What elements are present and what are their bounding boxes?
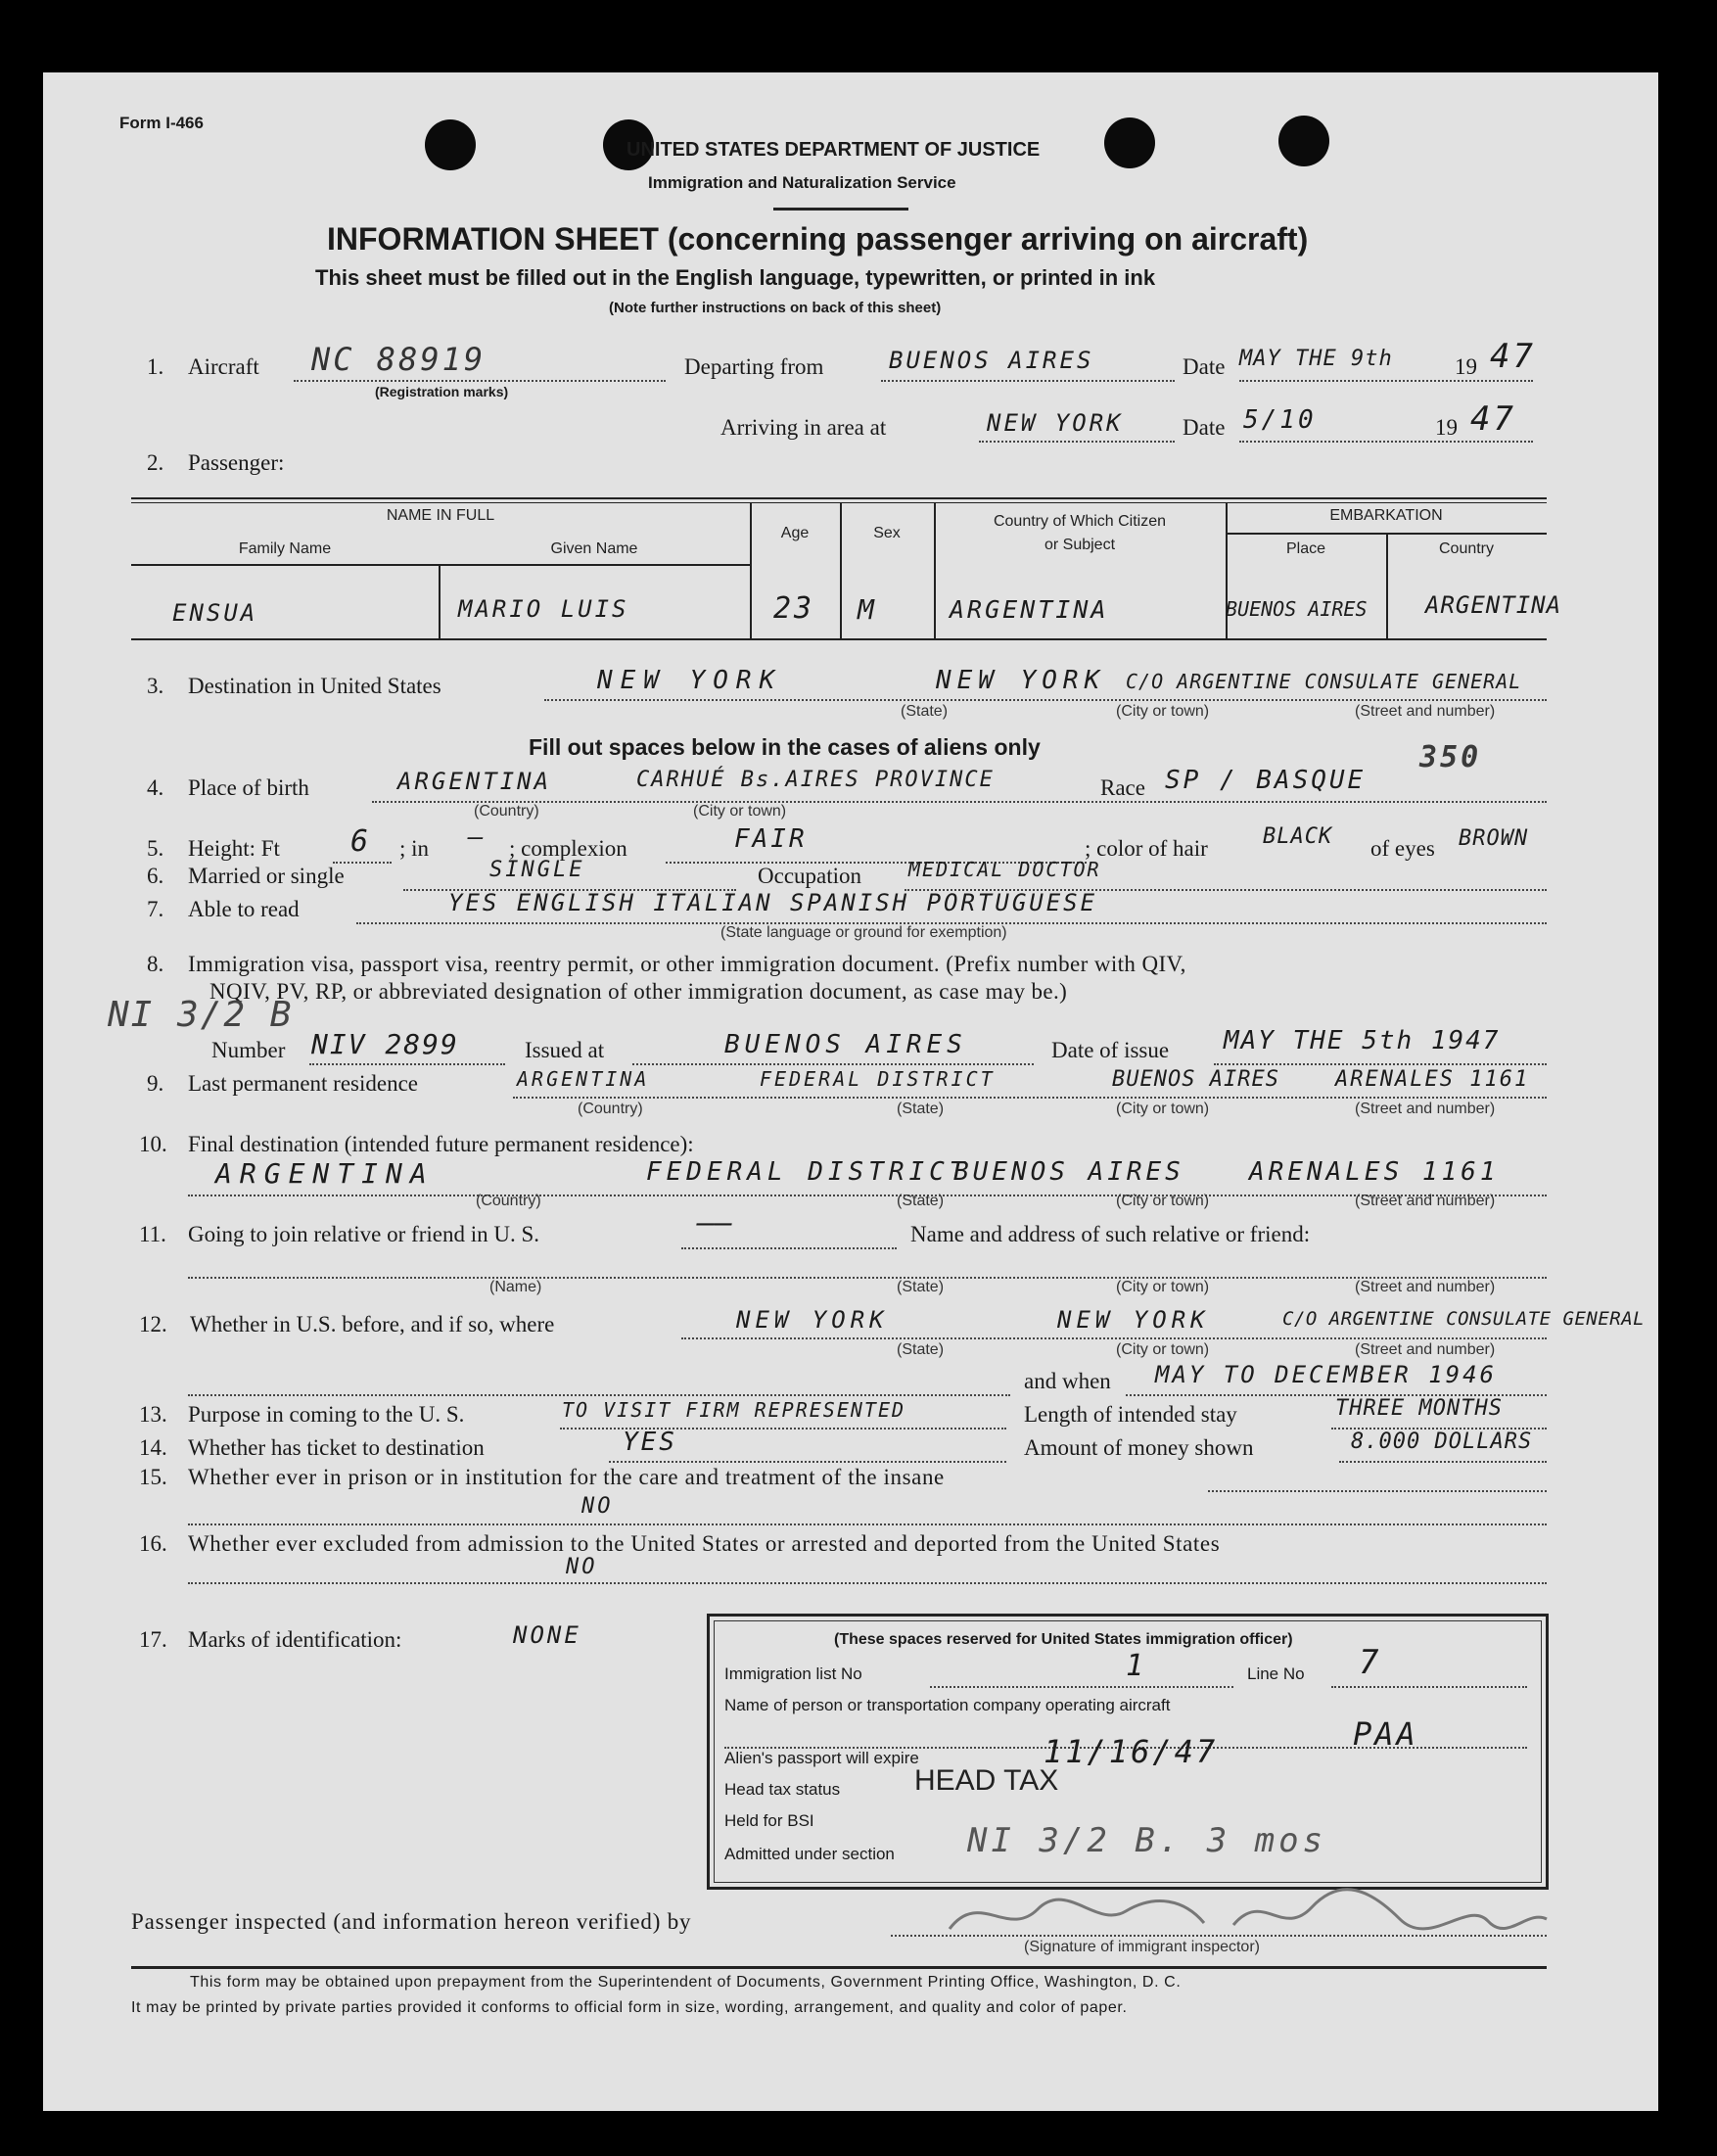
embarkation-header: EMBARKATION [1329, 507, 1443, 524]
marital-status-value: SINGLE [489, 858, 585, 882]
country-caption: (Country) [476, 1193, 541, 1209]
immigration-doc-instructions: Immigration visa, passport visa, reentry permit, or other immigration document. (Prefix number with QIV, [188, 952, 1186, 976]
admitted-under-label: Admitted under section [724, 1845, 895, 1863]
previous-visit-street-value: C/O ARGENTINE CONSULATE GENERAL [1282, 1308, 1646, 1330]
when-label: and when [1024, 1369, 1111, 1393]
item-number: 12. [139, 1312, 167, 1336]
eyes-value: BROWN [1459, 826, 1529, 851]
page-title: INFORMATION SHEET (concerning passenger arriving on aircraft) [327, 221, 1309, 257]
country-citizen-header: Country of Which Citizen [993, 513, 1167, 530]
departing-value: BUENOS AIRES [889, 347, 1094, 374]
ticket-label: Whether has ticket to destination [188, 1435, 485, 1460]
header-rule [773, 208, 908, 211]
doc-number-label: Number [211, 1038, 286, 1062]
state-caption: (State) [897, 1279, 945, 1295]
destination-street-value: C/O ARGENTINE CONSULATE GENERAL [1126, 670, 1522, 693]
final-destination-country-value: ARGENTINA [215, 1157, 435, 1190]
purpose-label: Purpose in coming to the U. S. [188, 1402, 465, 1427]
operator-value: PAA [1353, 1715, 1418, 1753]
departure-date-value: MAY THE 9th [1239, 347, 1393, 371]
head-tax-label: Head tax status [724, 1780, 841, 1799]
city-caption: (City or town) [1116, 1101, 1210, 1117]
date-label: Date [1183, 415, 1226, 440]
service-name: Immigration and Naturalization Service [648, 173, 956, 192]
head-tax-stamp: HEAD TAX [914, 1764, 1059, 1797]
embarkation-place-value: BUENOS AIRES [1226, 597, 1368, 621]
country-caption: (Country) [474, 803, 539, 820]
immigration-list-value: 1 [1126, 1649, 1147, 1683]
name-caption: (Name) [489, 1279, 542, 1295]
able-to-read-label: Able to read [188, 897, 300, 921]
embarkation-country-value: ARGENTINA [1425, 591, 1562, 619]
item-number: 6. [147, 864, 164, 888]
arriving-value: NEW YORK [987, 409, 1124, 437]
issued-at-label: Issued at [525, 1038, 605, 1062]
height-label: Height: Ft [188, 836, 280, 861]
item-number: 5. [147, 836, 164, 861]
previous-us-visit-label: Whether in U.S. before, and if so, where [190, 1312, 555, 1336]
passenger-label: Passenger: [188, 450, 285, 475]
final-destination-street-value: ARENALES 1161 [1249, 1157, 1500, 1187]
date-label: Date [1183, 354, 1226, 379]
city-caption: (City or town) [1116, 703, 1210, 720]
item-number: 8. [147, 952, 164, 976]
last-residence-state-value: FEDERAL DISTRICT [760, 1067, 996, 1091]
year-prefix: 19 [1435, 415, 1458, 440]
last-residence-street-value: ARENALES 1161 [1335, 1067, 1530, 1092]
state-caption: (State) [897, 1101, 945, 1117]
passport-expiry-label: Alien's passport will expire [724, 1749, 919, 1767]
country-header: Country [1438, 540, 1495, 557]
street-caption: (Street and number) [1355, 1279, 1496, 1295]
occupation-label: Occupation [758, 864, 862, 888]
date-of-issue-label: Date of issue [1051, 1038, 1170, 1062]
aircraft-registration-value: NC 88919 [311, 341, 487, 378]
immigration-doc-instructions-cont: NQIV, PV, RP, or abbreviated designation of other immigration document, as case may be.) [209, 979, 1068, 1004]
inches-label: ; in [399, 836, 430, 861]
identification-marks-value: NONE [513, 1621, 581, 1649]
marital-status-label: Married or single [188, 864, 345, 888]
item-number: 3. [147, 674, 164, 698]
excluded-deported-value: NO [566, 1555, 598, 1579]
year-prefix: 19 [1455, 354, 1477, 379]
age-value: 23 [773, 591, 815, 626]
final-destination-label: Final destination (intended future permanent residence): [188, 1132, 694, 1156]
sex-value: M [858, 593, 877, 626]
ticket-value: YES [623, 1428, 677, 1457]
street-caption: (Street and number) [1355, 1341, 1496, 1358]
money-label: Amount of money shown [1024, 1435, 1254, 1460]
item-number: 7. [147, 897, 164, 921]
destination-city-value: NEW YORK [936, 666, 1106, 695]
complexion-label: ; complexion [509, 836, 627, 861]
place-header: Place [1285, 540, 1326, 557]
subtitle: This sheet must be filled out in the English language, typewritten, or printed in ink [315, 265, 1156, 290]
eyes-label: of eyes [1370, 836, 1435, 861]
instructions-note: (Note further instructions on back of this sheet) [609, 300, 942, 316]
previous-visit-city-value: NEW YORK [1057, 1306, 1210, 1334]
item-number: 15. [139, 1465, 167, 1489]
arrival-year-value: 47 [1470, 399, 1516, 439]
item-number: 9. [147, 1071, 164, 1096]
final-destination-state-value: FEDERAL DISTRICT [646, 1157, 970, 1187]
immigration-list-label: Immigration list No [724, 1664, 862, 1683]
street-caption: (Street and number) [1355, 1101, 1496, 1117]
race-value: SP / BASQUE [1165, 766, 1367, 795]
final-destination-city-value: BUENOS AIRES [953, 1157, 1184, 1187]
excluded-deported-label: Whether ever excluded from admission to the United States or arrested and deported from the United States [188, 1531, 1221, 1556]
departing-label: Departing from [684, 354, 824, 379]
registration-caption: (Registration marks) [375, 384, 509, 399]
punch-hole [1104, 117, 1155, 168]
complexion-value: FAIR [734, 824, 808, 854]
previous-visit-when-value: MAY TO DECEMBER 1946 [1155, 1361, 1497, 1388]
language-caption: (State language or ground for exemption) [720, 924, 1007, 941]
citizen-value: ARGENTINA [950, 595, 1109, 624]
line-number-label: Line No [1247, 1664, 1305, 1683]
last-residence-label: Last permanent residence [188, 1071, 418, 1096]
item-number: 13. [139, 1402, 167, 1427]
footer-line-2: It may be printed by private parties provided it conforms to official form in size, wording, arrangement, and quality and color of paper. [131, 1999, 1128, 2016]
item-number: 16. [139, 1531, 167, 1556]
signature-caption: (Signature of immigrant inspector) [1024, 1939, 1260, 1955]
length-of-stay-value: THREE MONTHS [1335, 1396, 1503, 1421]
occupation-value: MEDICAL DOCTOR [908, 858, 1101, 881]
date-of-issue-value: MAY THE 5th 1947 [1224, 1026, 1501, 1055]
state-caption: (State) [897, 1341, 945, 1358]
city-caption: (City or town) [693, 803, 787, 820]
footer-line-1: This form may be obtained upon prepayment from the Superintendent of Documents, Government Printing Office, Washington, D. C. [190, 1974, 1182, 1991]
money-value: 8.000 DOLLARS [1351, 1430, 1533, 1454]
sex-header: Sex [873, 525, 901, 541]
height-ft-value: 6 [350, 824, 372, 859]
previous-visit-state-value: NEW YORK [736, 1306, 889, 1334]
city-caption: (City or town) [1116, 1193, 1210, 1209]
relative-name-address-label: Name and address of such relative or friend: [910, 1222, 1311, 1246]
item-number: 2. [147, 450, 164, 475]
place-of-birth-label: Place of birth [188, 775, 309, 800]
race-label: Race [1100, 775, 1145, 800]
length-of-stay-label: Length of intended stay [1024, 1402, 1237, 1427]
departure-year-value: 47 [1490, 337, 1536, 376]
hair-label: ; color of hair [1085, 836, 1208, 861]
punch-hole [425, 119, 476, 170]
country-caption: (Country) [578, 1101, 643, 1117]
family-name-header: Family Name [238, 540, 332, 557]
line-number-value: 7 [1359, 1643, 1382, 1682]
hair-value: BLACK [1263, 824, 1333, 849]
item-number: 4. [147, 775, 164, 800]
item-number: 17. [139, 1627, 167, 1652]
aliens-section-header: Fill out spaces below in the cases of aliens only [529, 734, 1041, 760]
item-number: 11. [139, 1222, 166, 1246]
given-name-header: Given Name [550, 540, 638, 557]
street-caption: (Street and number) [1355, 703, 1496, 720]
arrival-date-value: 5/10 [1243, 405, 1317, 435]
passport-expiry-value: 11/16/47 [1044, 1733, 1219, 1770]
height-in-value: — [468, 822, 487, 852]
aircraft-label: Aircraft [188, 354, 259, 379]
punch-hole [1278, 116, 1329, 166]
city-caption: (City or town) [1116, 1279, 1210, 1295]
join-relative-label: Going to join relative or friend in U. S. [188, 1222, 539, 1246]
item-number: 1. [147, 354, 164, 379]
issued-at-value: BUENOS AIRES [724, 1030, 967, 1059]
last-residence-country-value: ARGENTINA [517, 1067, 650, 1091]
form-number: Form I-466 [119, 114, 204, 132]
held-for-bsi-label: Held for BSI [724, 1811, 814, 1830]
state-caption: (State) [901, 703, 949, 720]
languages-value: YES ENGLISH ITALIAN SPANISH PORTUGUESE [448, 889, 1098, 916]
given-name-value: MARIO LUIS [458, 595, 629, 623]
family-name-value: ENSUA [172, 599, 258, 627]
operator-label: Name of person or transportation company operating aircraft [724, 1696, 1171, 1714]
margin-annotation: NI 3/2 B [108, 995, 294, 1035]
last-residence-city-value: BUENOS AIRES [1112, 1067, 1279, 1092]
item-number: 10. [139, 1132, 167, 1156]
identification-marks-label: Marks of identification: [188, 1627, 402, 1652]
birth-city-value: CARHUÉ Bs.AIRES PROVINCE [636, 768, 995, 792]
doc-number-value: NIV 2899 [311, 1028, 459, 1060]
city-caption: (City or town) [1116, 1341, 1210, 1358]
prison-insane-value: NO [581, 1494, 614, 1519]
item-number: 14. [139, 1435, 167, 1460]
state-caption: (State) [897, 1193, 945, 1209]
purpose-value: TO VISIT FIRM REPRESENTED [562, 1398, 906, 1422]
margin-annotation: 350 [1419, 740, 1482, 774]
admitted-under-value: NI 3/2 B. 3 mos [967, 1821, 1327, 1860]
join-relative-value: —— [697, 1206, 733, 1241]
inspected-by-label: Passenger inspected (and information hereon verified) by [131, 1909, 692, 1934]
street-caption: (Street and number) [1355, 1193, 1496, 1209]
name-in-full-header: NAME IN FULL [386, 507, 495, 524]
prison-insane-label: Whether ever in prison or in institution for the care and treatment of the insane [188, 1465, 945, 1489]
destination-state-value: NEW YORK [597, 666, 783, 695]
arriving-label: Arriving in area at [720, 415, 887, 440]
birth-country-value: ARGENTINA [397, 768, 552, 795]
destination-label: Destination in United States [188, 674, 441, 698]
agency-name: UNITED STATES DEPARTMENT OF JUSTICE [626, 139, 1041, 161]
officer-box-header: (These spaces reserved for United States immigration officer) [834, 1631, 1293, 1648]
age-header: Age [780, 525, 810, 541]
or-subject-header: or Subject [1044, 537, 1116, 553]
